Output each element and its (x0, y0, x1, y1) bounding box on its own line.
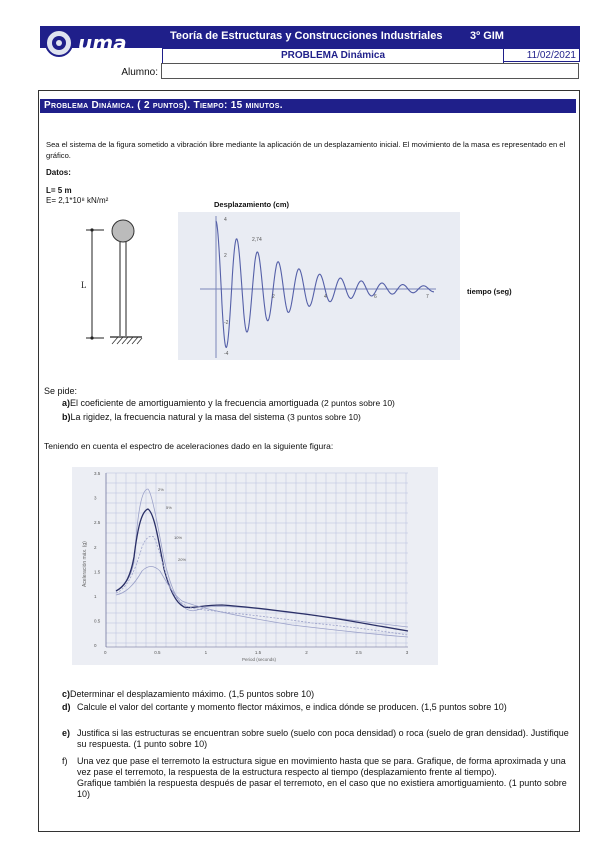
spectrum-xtick: 2.5 (355, 650, 362, 655)
curve-label-5: 5% (166, 505, 172, 510)
spectrum-xtick: 3 (405, 650, 409, 655)
graph-peak-label: 2,74 (252, 237, 262, 243)
problem-title: Problema Dinámica. ( 2 puntos). Tiempo: 15 minutos. (40, 99, 576, 113)
dato-modulus: E= 2,1*10⁸ kN/m² (46, 196, 109, 205)
curve-label-10: 10% (174, 535, 183, 540)
problem-label: PROBLEMA Dinámica (162, 48, 504, 64)
cantilever-figure (70, 212, 160, 352)
student-label: Alumno: (121, 67, 158, 78)
graph-ytick-4: 4 (224, 217, 227, 223)
graph-ytick-m2: -2 (224, 320, 229, 326)
student-name-field[interactable] (161, 63, 579, 79)
curve-label-20: 20% (178, 557, 187, 562)
spectrum-ytick: 1 (94, 594, 97, 599)
spectrum-xtick: 2 (305, 650, 308, 655)
logo-text: uma (78, 31, 127, 55)
spectrum-y-label: Aceleración máx. (g) (82, 541, 88, 587)
question-a: a)El coeficiente de amortiguamiento y la frecuencia amortiguada (2 puntos sobre 10) (62, 398, 395, 408)
spectrum-xtick: 1.5 (254, 650, 262, 655)
dato-length: L= 5 m (46, 186, 72, 195)
spectrum-ytick: 3 (94, 495, 97, 501)
graph-xtick-7: 7 (426, 294, 429, 300)
response-spectrum-chart (72, 467, 438, 665)
spectrum-ytick: 2.5 (94, 520, 101, 526)
graph-ytick-2: 2 (224, 253, 227, 259)
problem-intro: Sea el sistema de la figura sometido a vibración libre mediante la aplicación de un desplazamiento inicial. El movimiento de la masa es representado en el gráfico. (46, 140, 566, 160)
graph-xtick-4: 4 (324, 294, 327, 300)
logo-emblem-icon (44, 28, 74, 58)
graph-xtick-2: 2 (272, 294, 275, 300)
question-d: d) Calcule el valor del cortante y momento flector máximos, e indica dónde se producen. (1,5 puntos sobre 10) (62, 702, 507, 712)
spectrum-intro: Teniendo en cuenta el espectro de aceleraciones dado en la siguiente figura: (44, 441, 334, 451)
graph-y-label: Desplazamiento (cm) (214, 200, 290, 209)
university-logo (44, 26, 127, 60)
spectrum-x-label: Period (seconds) (242, 657, 277, 662)
spectrum-ytick: 0.5 (94, 618, 101, 624)
course-label: 3º GIM (470, 30, 504, 42)
spectrum-ytick: 1.5 (94, 569, 101, 575)
graph-x-label: tiempo (seg) (467, 287, 512, 296)
question-c: c)Determinar el desplazamiento máximo. (1,5 puntos sobre 10) (62, 689, 315, 699)
question-e: e) Justifica si las estructuras se encuentran sobre suelo (suelo con poca densidad) o roca (suelo de gran densidad). Justifique su respuesta. (1 punto sobre 10) (62, 728, 569, 749)
subject-title: Teoría de Estructuras y Construcciones Industriales (170, 30, 443, 42)
spectrum-xtick: 1 (204, 650, 208, 655)
se-pide-label: Se pide: (44, 386, 78, 396)
graph-ytick-m4: -4 (224, 351, 229, 357)
figure-length-label: L (81, 280, 87, 290)
question-b: b)La rigidez, la frecuencia natural y la masa del sistema (3 puntos sobre 10) (62, 412, 361, 422)
spectrum-ytick: 0 (94, 643, 97, 649)
spectrum-ytick: 2 (94, 544, 97, 550)
spectrum-xtick: 0 (104, 650, 107, 655)
problem-frame (38, 90, 580, 832)
spectrum-ytick: 3.5 (94, 471, 101, 476)
spectrum-xtick: 0.5 (154, 650, 161, 655)
displacement-graph (178, 212, 460, 360)
datos-label: Datos: (46, 168, 71, 177)
question-f: f) Una vez que pase el terremoto la estructura sigue en movimiento hasta que se para. Grafique, de forma aproximada y una vez pase el terremoto, la respuesta de la estructura respecto al tiempo (desplazamiento frente al tiempo). Grafique también la respuesta después de pasar el terremoto, en el caso que no existiera amortiguamiento. (1 punto sobre 10) (62, 756, 567, 799)
curve-label-2: 2% (158, 487, 164, 492)
graph-xtick-6: 6 (374, 294, 377, 300)
exam-date: 11/02/2021 (503, 48, 580, 62)
